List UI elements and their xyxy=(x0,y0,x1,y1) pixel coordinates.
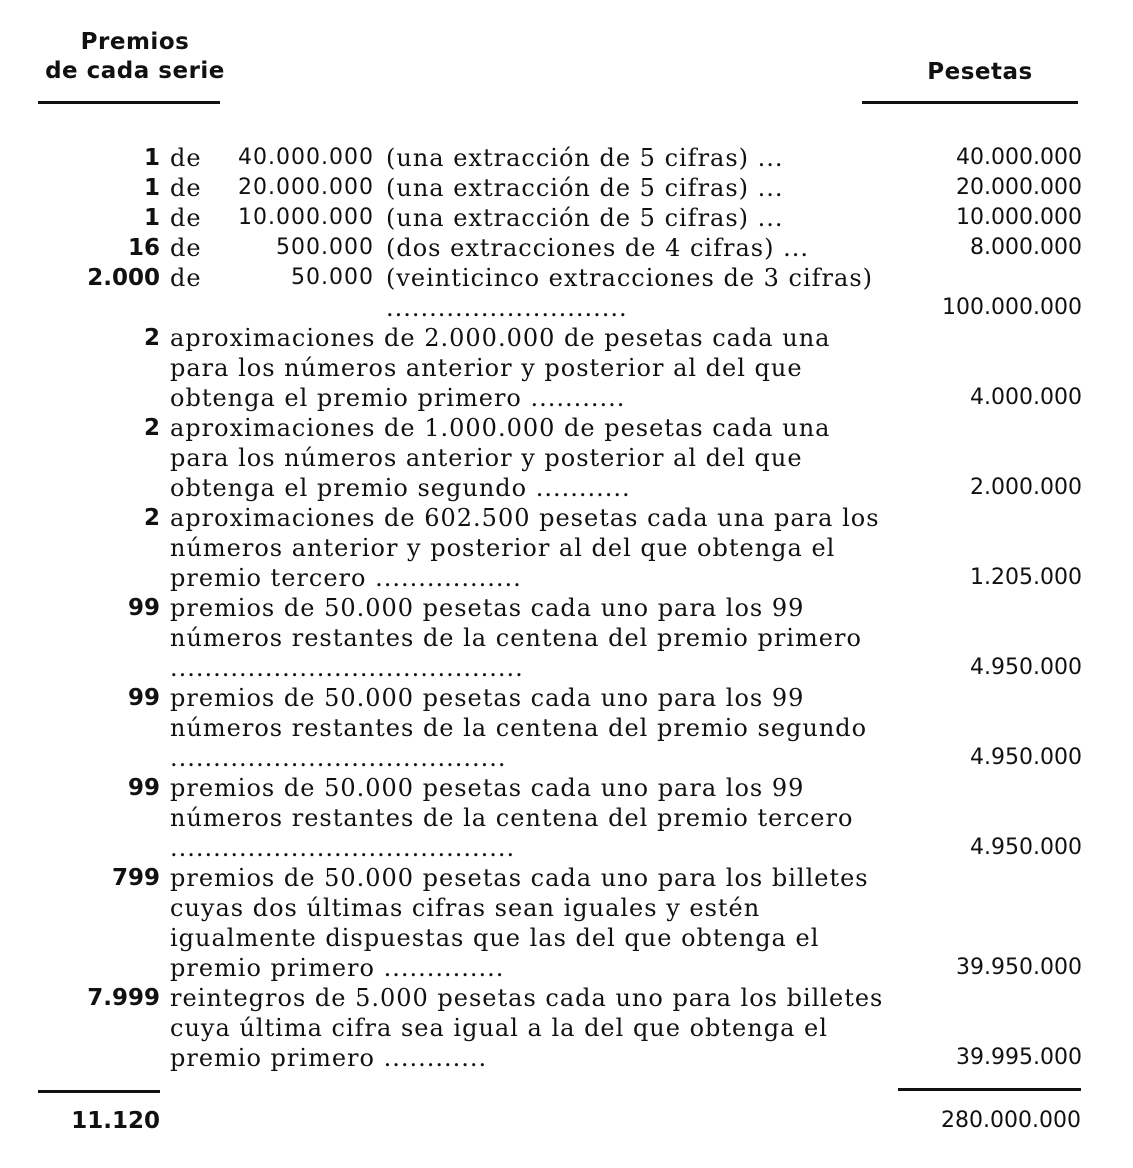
prize-description xyxy=(170,683,912,773)
total-rule-right xyxy=(898,1088,1081,1091)
prize-description xyxy=(170,173,912,203)
prize-row xyxy=(30,263,1082,323)
prize-series-line xyxy=(170,173,896,203)
prize-row xyxy=(30,593,1082,683)
prize-text: (una extracción de 5 cifras) ... xyxy=(386,204,784,232)
prize-description xyxy=(170,983,912,1073)
prize-count: 1 xyxy=(143,175,160,201)
header-premios-line1: Premios xyxy=(80,29,190,55)
prize-value: 50.000 xyxy=(291,265,374,290)
prize-amount: 4.950.000 xyxy=(970,745,1082,770)
prize-description xyxy=(170,233,912,263)
prize-count: 16 xyxy=(127,235,160,261)
prize-text: premios de 50.000 pesetas cada uno para los billetes cuyas dos últimas cifras sean iguales y estén igualmente dispuestas que las del que obtenga el premio primero .............. xyxy=(170,864,869,982)
prize-series-line xyxy=(170,233,896,263)
prize-description xyxy=(170,323,912,413)
prize-count: 99 xyxy=(127,775,160,801)
prize-description xyxy=(170,263,912,323)
prize-de: de xyxy=(170,174,202,202)
prize-row xyxy=(30,983,1082,1073)
prize-text: aproximaciones de 602.500 pesetas cada una para los números anterior y posterior al del que obtenga el premio tercero ................. xyxy=(170,504,880,592)
prize-text: premios de 50.000 pesetas cada uno para los 99 números restantes de la centena del premio tercero ........................................ xyxy=(170,774,854,862)
prize-amount: 40.000.000 xyxy=(956,145,1082,170)
prize-row xyxy=(30,173,1082,203)
prize-de: de xyxy=(170,264,202,292)
prize-series-line xyxy=(170,263,896,323)
prize-amount: 39.950.000 xyxy=(956,955,1082,980)
prize-amount: 4.950.000 xyxy=(970,835,1082,860)
prize-count: 2.000 xyxy=(87,265,160,291)
prize-count: 2 xyxy=(143,325,160,351)
header-rule-left xyxy=(38,101,220,104)
prize-de: de xyxy=(170,144,202,172)
prize-count: 799 xyxy=(111,865,160,891)
prize-amount: 39.995.000 xyxy=(956,1045,1082,1070)
prize-amount: 1.205.000 xyxy=(970,565,1082,590)
prize-count: 2 xyxy=(143,415,160,441)
prize-row xyxy=(30,323,1082,413)
prize-table xyxy=(30,143,1082,1073)
prize-description xyxy=(170,413,912,503)
prize-count: 1 xyxy=(143,205,160,231)
prize-rows xyxy=(30,143,1082,1073)
column-header-premios xyxy=(20,28,250,86)
prize-text: premios de 50.000 pesetas cada uno para los 99 números restantes de la centena del premio primero ......................................... xyxy=(170,594,862,682)
prize-text: aproximaciones de 1.000.000 de pesetas cada una para los números anterior y posterior al del que obtenga el premio segundo ........... xyxy=(170,414,831,502)
prize-value: 500.000 xyxy=(276,235,374,260)
prize-count: 1 xyxy=(143,145,160,171)
prize-amount: 100.000.000 xyxy=(942,295,1082,320)
prize-amount: 2.000.000 xyxy=(970,475,1082,500)
prize-amount: 10.000.000 xyxy=(956,205,1082,230)
prize-amount: 20.000.000 xyxy=(956,175,1082,200)
prize-amount: 4.000.000 xyxy=(970,385,1082,410)
prize-text: (veinticinco extracciones de 3 cifras) ............................ xyxy=(386,264,874,322)
prize-text: aproximaciones de 2.000.000 de pesetas cada una para los números anterior y posterior al del que obtenga el premio primero ........... xyxy=(170,324,831,412)
prize-row xyxy=(30,503,1082,593)
prize-row xyxy=(30,143,1082,173)
prize-series-line xyxy=(170,203,896,233)
prize-description xyxy=(170,203,912,233)
prize-row xyxy=(30,413,1082,503)
prize-text: (dos extracciones de 4 cifras) ... xyxy=(386,234,809,262)
prize-count: 99 xyxy=(127,685,160,711)
header-premios-line2: de cada serie xyxy=(45,58,225,84)
prize-text: premios de 50.000 pesetas cada uno para los 99 números restantes de la centena del premio segundo ....................................... xyxy=(170,684,868,772)
prize-text: reintegros de 5.000 pesetas cada uno para los billetes cuya última cifra sea igual a la del que obtenga el premio primero ............ xyxy=(170,984,884,1072)
total-amount: 280.000.000 xyxy=(941,1108,1081,1133)
prize-count: 99 xyxy=(127,595,160,621)
prize-row xyxy=(30,683,1082,773)
prize-amount: 8.000.000 xyxy=(970,235,1082,260)
prize-description xyxy=(170,773,912,863)
prize-description xyxy=(170,503,912,593)
prize-description xyxy=(170,143,912,173)
prize-description xyxy=(170,593,912,683)
prize-de: de xyxy=(170,204,202,232)
prize-description xyxy=(170,863,912,983)
prize-text: (una extracción de 5 cifras) ... xyxy=(386,174,784,202)
prize-row xyxy=(30,863,1082,983)
prize-value: 10.000.000 xyxy=(238,205,374,230)
prize-value: 20.000.000 xyxy=(238,175,374,200)
prize-series-line xyxy=(170,143,896,173)
prize-count: 7.999 xyxy=(87,985,160,1011)
prize-value: 40.000.000 xyxy=(238,145,374,170)
prize-count: 2 xyxy=(143,505,160,531)
column-header-pesetas: Pesetas xyxy=(927,59,1033,85)
header-rule-right xyxy=(862,101,1078,104)
prize-row xyxy=(30,773,1082,863)
prize-text: (una extracción de 5 cifras) ... xyxy=(386,144,784,172)
prize-row xyxy=(30,203,1082,233)
prize-de: de xyxy=(170,234,202,262)
prize-row xyxy=(30,233,1082,263)
total-rule-left xyxy=(38,1090,160,1093)
prize-amount: 4.950.000 xyxy=(970,655,1082,680)
total-count: 11.120 xyxy=(71,1108,160,1134)
